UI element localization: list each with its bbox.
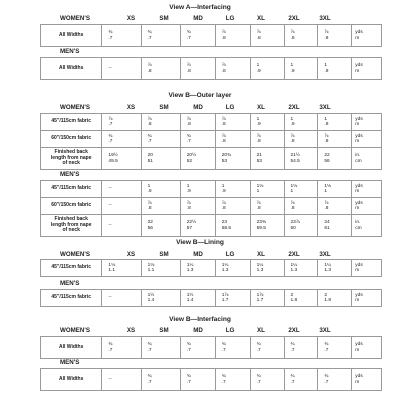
group-title: MEN'S <box>60 280 80 287</box>
table-cell: ¾ .7 <box>141 337 180 359</box>
table-cell: 1¼ 1.3 <box>215 260 250 277</box>
table-cell: -- <box>102 369 141 391</box>
table-cell: ¾ .7 <box>141 369 180 391</box>
group-header <box>40 250 390 259</box>
table-cell: ¾ .7 <box>284 369 318 391</box>
table-cell: 23⅜ 59.5 <box>250 215 284 237</box>
unit-cell: yds m <box>352 181 382 198</box>
table-cell: 1 .9 <box>284 58 318 80</box>
table-cell: ¾ .7 <box>284 337 318 359</box>
table-cell: ⅞ .8 <box>215 131 250 148</box>
size-header: SM <box>159 327 169 334</box>
table-row <box>41 260 382 277</box>
size-header: MD <box>193 327 203 334</box>
row-label: 45"/115cm fabric <box>41 181 102 198</box>
table-cell: ¾ .7 <box>141 25 180 47</box>
size-header: XS <box>126 15 136 22</box>
table-cell: 20½ 52 <box>180 148 215 170</box>
table-cell: 1⅛ 1.1 <box>102 260 141 277</box>
table-cell: ⅞ .8 <box>284 131 318 148</box>
size-header: MD <box>193 104 203 111</box>
group-title: MEN'S <box>60 48 80 55</box>
size-header: 3XL <box>319 104 331 111</box>
table-cell: ¾ .7 <box>318 337 352 359</box>
table-cell: 23 58.5 <box>215 215 250 237</box>
table-cell: 21 53 <box>250 148 284 170</box>
table-row <box>41 215 382 237</box>
size-header: SM <box>159 251 169 258</box>
row-label: All Widths <box>41 25 102 47</box>
table-cell: ¾ .7 <box>318 369 352 391</box>
unit-cell: in. cm <box>352 215 382 237</box>
table-cell: 20¾ 53 <box>215 148 250 170</box>
table-cell: 1½ 1.4 <box>180 290 215 307</box>
yardage-table <box>40 180 382 237</box>
table-cell: ⅞ .8 <box>141 114 180 131</box>
table-cell: 19½ 49.5 <box>102 148 141 170</box>
group-header <box>40 170 390 179</box>
row-label: 60"/150cm fabric <box>41 131 102 148</box>
table-cell: ¾ .7 <box>102 131 141 148</box>
table-cell: ¾ .7 <box>180 337 215 359</box>
yardage-table <box>40 368 382 391</box>
group-header <box>40 14 390 23</box>
group-title: WOMEN'S <box>60 104 91 111</box>
table-row <box>41 337 382 359</box>
table-cell: 1½ 1.4 <box>141 290 180 307</box>
unit-cell: yds m <box>352 260 382 277</box>
size-header: SM <box>159 15 169 22</box>
table-cell: -- <box>102 58 141 80</box>
size-header: LG <box>225 104 235 111</box>
yardage-table <box>40 289 382 307</box>
group-title: WOMEN'S <box>60 15 91 22</box>
table-cell: ¾ .7 <box>102 337 141 359</box>
table-cell: ⅞ .8 <box>250 131 284 148</box>
table-cell: ¾ .7 <box>180 131 215 148</box>
yardage-table <box>40 113 382 170</box>
table-cell: 1⅞ 1.7 <box>250 290 284 307</box>
row-label: All Widths <box>41 58 102 80</box>
size-header: SM <box>159 104 169 111</box>
table-cell: ⅞ .8 <box>215 198 250 215</box>
table-cell: ⅞ .8 <box>215 58 250 80</box>
table-cell: 23⅞ 60 <box>284 215 318 237</box>
table-cell: 1 .9 <box>250 58 284 80</box>
table-cell: 1⅛ 1.1 <box>141 260 180 277</box>
size-header: XS <box>126 251 136 258</box>
table-cell: ¾ .7 <box>250 369 284 391</box>
table-cell: 1⅛ 1 <box>318 181 352 198</box>
unit-cell: yds m <box>352 114 382 131</box>
size-header: LG <box>225 15 235 22</box>
table-cell: 1¼ 1.3 <box>284 260 318 277</box>
size-header: XL <box>257 15 265 22</box>
table-cell: ⅞ .8 <box>284 198 318 215</box>
table-cell: 1 .9 <box>284 114 318 131</box>
group-title: WOMEN'S <box>60 251 91 258</box>
row-label: 45"/115cm fabric <box>41 114 102 131</box>
table-cell: ¾ .7 <box>180 25 215 47</box>
table-cell: 1 .9 <box>318 114 352 131</box>
group-header <box>40 326 390 335</box>
row-label: Finished back length from nape of neck <box>41 148 102 170</box>
row-label: 60"/150cm fabric <box>41 198 102 215</box>
group-header <box>40 279 390 288</box>
table-cell: 1 .9 <box>141 181 180 198</box>
table-cell: ⅞ .8 <box>215 25 250 47</box>
table-cell: ⅞ .8 <box>284 25 318 47</box>
table-cell: 1¼ 1.3 <box>250 260 284 277</box>
size-header: XS <box>126 327 136 334</box>
table-row <box>41 114 382 131</box>
table-cell: 22½ 57 <box>180 215 215 237</box>
table-cell: ¾ .7 <box>215 337 250 359</box>
table-cell: -- <box>102 181 141 198</box>
size-header: 2XL <box>288 15 300 22</box>
row-label: 45"/115cm fabric <box>41 260 102 277</box>
table-cell: ⅞ .8 <box>141 198 180 215</box>
unit-cell: in. cm <box>352 148 382 170</box>
table-cell: 21½ 54.5 <box>284 148 318 170</box>
group-title: WOMEN'S <box>60 327 91 334</box>
row-label: Finished back length from nape of neck <box>41 215 102 237</box>
unit-cell: yds m <box>352 198 382 215</box>
table-cell: ⅞ .8 <box>180 58 215 80</box>
unit-cell: yds m <box>352 369 382 391</box>
table-cell: ¾ .7 <box>215 369 250 391</box>
table-cell: 1 .9 <box>318 58 352 80</box>
unit-cell: yds m <box>352 25 382 47</box>
table-cell: 1 .9 <box>250 114 284 131</box>
unit-cell: yds m <box>352 58 382 80</box>
table-cell: ⅞ .8 <box>141 58 180 80</box>
table-cell: ⅞ .8 <box>318 25 352 47</box>
table-cell: 1 .9 <box>215 181 250 198</box>
row-label: 45"/115cm fabric <box>41 290 102 307</box>
table-row <box>41 198 382 215</box>
table-cell: 1¼ 1.3 <box>318 260 352 277</box>
yardage-table <box>40 336 382 359</box>
group-title: MEN'S <box>60 359 80 366</box>
table-cell: 22 56 <box>141 215 180 237</box>
unit-cell: yds m <box>352 290 382 307</box>
yardage-table <box>40 259 382 277</box>
table-row <box>41 148 382 170</box>
table-cell: ⅞ .8 <box>250 198 284 215</box>
size-header: MD <box>193 15 203 22</box>
size-header: LG <box>225 251 235 258</box>
table-cell: ¾ .7 <box>141 131 180 148</box>
size-header: LG <box>225 327 235 334</box>
table-cell: 1⅛ 1 <box>250 181 284 198</box>
table-cell: -- <box>102 290 141 307</box>
table-cell: 22 56 <box>318 148 352 170</box>
table-cell: 1⅛ 1 <box>284 181 318 198</box>
size-header: 3XL <box>319 15 331 22</box>
group-header <box>40 103 390 112</box>
table-cell: ¾ .7 <box>180 369 215 391</box>
section-title: View B—Lining <box>176 239 224 246</box>
size-header: 2XL <box>288 104 300 111</box>
table-cell: ⅞ .8 <box>250 25 284 47</box>
row-label: All Widths <box>41 337 102 359</box>
size-header: XS <box>126 104 136 111</box>
table-cell: ⅞ .7 <box>102 114 141 131</box>
table-cell: 1 .9 <box>180 181 215 198</box>
table-row <box>41 181 382 198</box>
size-header: 3XL <box>319 251 331 258</box>
table-row <box>41 25 382 47</box>
section-title: View A—Interfacing <box>169 4 231 11</box>
table-cell: 1⅞ 1.7 <box>215 290 250 307</box>
table-cell: -- <box>102 198 141 215</box>
group-header <box>40 358 390 367</box>
section-title: View B—Interfacing <box>169 316 231 323</box>
section-title: View B—Outer layer <box>168 92 232 99</box>
table-cell: ¾ .7 <box>102 25 141 47</box>
size-header: XL <box>257 251 265 258</box>
table-cell: ⅞ .8 <box>318 198 352 215</box>
unit-cell: yds m <box>352 131 382 148</box>
yardage-table <box>40 24 382 47</box>
yardage-table <box>40 57 382 80</box>
row-label: All Widths <box>41 369 102 391</box>
size-header: MD <box>193 251 203 258</box>
table-cell: ⅞ .8 <box>318 131 352 148</box>
size-header: 2XL <box>288 251 300 258</box>
table-cell: 2 1.8 <box>284 290 318 307</box>
table-row <box>41 58 382 80</box>
table-cell: 2 1.8 <box>318 290 352 307</box>
table-cell: ⅞ .8 <box>180 198 215 215</box>
group-header <box>40 47 390 56</box>
table-cell: 24 61 <box>318 215 352 237</box>
unit-cell: yds m <box>352 337 382 359</box>
table-row <box>41 290 382 307</box>
table-row <box>41 369 382 391</box>
table-cell: 1¼ 1.3 <box>180 260 215 277</box>
table-cell: ¾ .7 <box>250 337 284 359</box>
size-header: 2XL <box>288 327 300 334</box>
table-cell: 20 51 <box>141 148 180 170</box>
table-cell: -- <box>102 215 141 237</box>
table-row <box>41 131 382 148</box>
table-cell: ⅞ .8 <box>180 114 215 131</box>
size-header: 3XL <box>319 327 331 334</box>
group-title: MEN'S <box>60 171 80 178</box>
size-header: XL <box>257 104 265 111</box>
size-header: XL <box>257 327 265 334</box>
table-cell: ⅞ .8 <box>215 114 250 131</box>
